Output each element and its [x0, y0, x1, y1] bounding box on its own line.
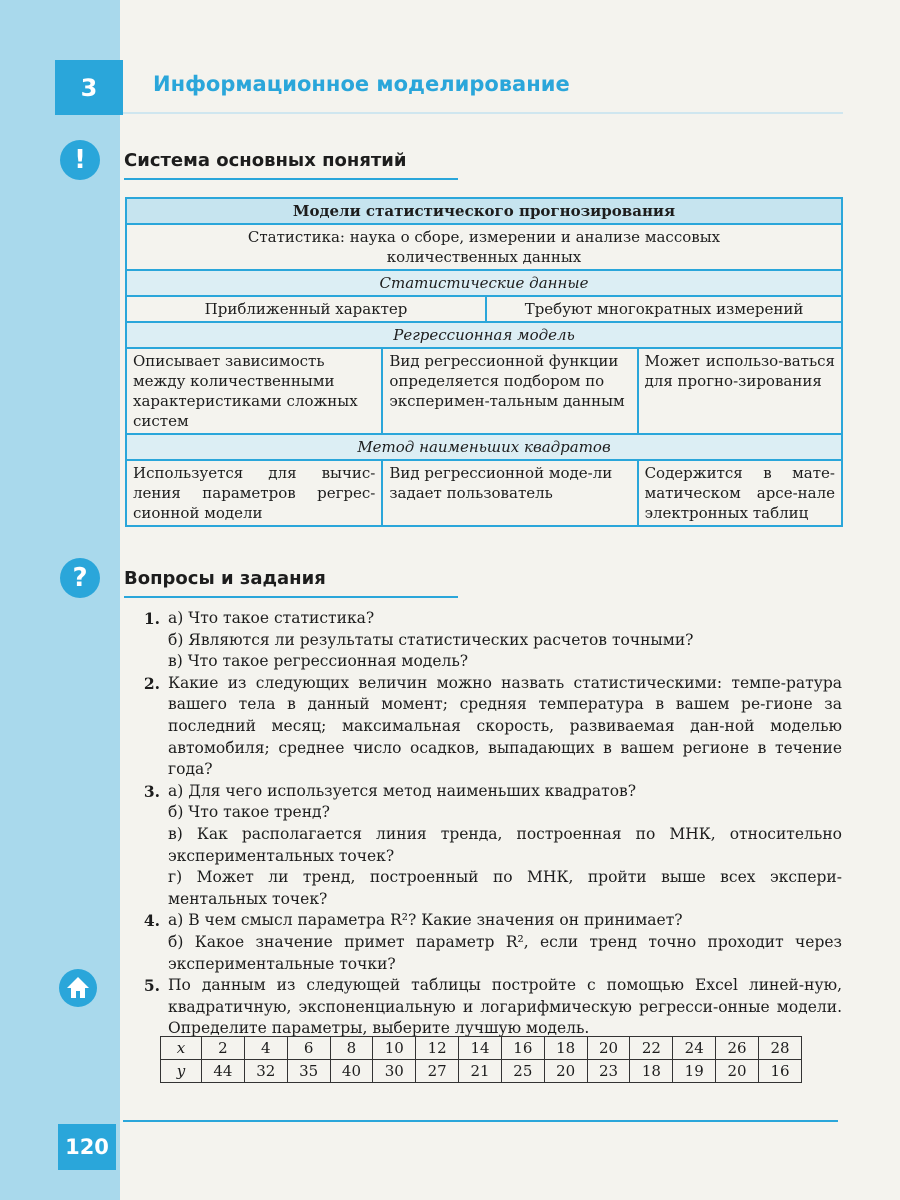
y-value-cell: 40: [330, 1060, 373, 1083]
y-label: y: [161, 1060, 202, 1083]
x-value-cell: 28: [758, 1037, 801, 1060]
section-underline: [124, 178, 458, 180]
stat-data-cell: Приближенный характер: [126, 296, 486, 322]
exclamation-icon: !: [60, 140, 100, 180]
page-number: 120: [58, 1124, 116, 1170]
question-number: 5.: [143, 976, 160, 996]
question-item: [130, 608, 842, 673]
least-squares-cell: Вид регрессионной моде-ли задает пользователь: [382, 460, 637, 526]
question-line: а) Что такое статистика?: [168, 609, 375, 627]
least-squares-cell: Используется для вычис-ления параметров регрес-сионной модели: [126, 460, 382, 526]
section-underline: [124, 596, 458, 598]
x-value-cell: 18: [544, 1037, 587, 1060]
question-line: а) В чем смысл параметра R²? Какие значения он принимает?: [168, 911, 683, 930]
question-line: а) Для чего используется метод наименьших квадратов?: [168, 781, 637, 800]
concepts-header: Модели статистического прогнозирования: [126, 198, 842, 224]
question-line: По данным из следующей таблицы постройте с помощью Excel линей-ную, квадратичную, экспоненциальную и логарифмическую регресси-онные модели. Определите параметры, выберите лучшую модель.: [168, 976, 842, 1038]
y-value-cell: 30: [373, 1060, 416, 1083]
least-squares-title: Метод наименьших квадратов: [126, 434, 842, 460]
question-icon: ?: [60, 558, 100, 598]
question-item: [130, 673, 842, 781]
question-number: 1.: [143, 609, 160, 628]
header-divider: [123, 112, 843, 114]
data-table: [160, 1036, 802, 1083]
y-value-cell: 25: [501, 1060, 544, 1083]
x-value-cell: 20: [587, 1037, 630, 1060]
y-row: [161, 1060, 802, 1083]
x-value-cell: 14: [459, 1037, 502, 1060]
x-value-cell: 6: [287, 1037, 330, 1060]
x-value-cell: 22: [630, 1037, 673, 1060]
statistics-definition: Статистика: наука о сборе, измерении и анализе массовых количественных данных: [126, 224, 842, 270]
chapter-title: Информационное моделирование: [153, 72, 570, 96]
y-value-cell: 21: [459, 1060, 502, 1083]
left-margin-band: [0, 0, 120, 1200]
home-icon: [58, 968, 98, 1008]
x-value-cell: 2: [202, 1037, 245, 1060]
question-line: в) Как располагается линия тренда, построенная по МНК, относительно экспериментальных точек?: [168, 824, 842, 865]
y-value-cell: 18: [630, 1060, 673, 1083]
y-value-cell: 20: [716, 1060, 759, 1083]
question-line: г) Может ли тренд, построенный по МНК, пройти выше всех экспери-ментальных точек?: [168, 868, 842, 908]
y-value-cell: 35: [287, 1060, 330, 1083]
section-title-concepts: Система основных понятий: [124, 150, 407, 171]
question-number: 3.: [143, 781, 160, 801]
y-value-cell: 20: [544, 1060, 587, 1083]
x-value-cell: 10: [373, 1037, 416, 1060]
x-value-cell: 4: [244, 1037, 287, 1060]
question-line: б) Какое значение примет параметр R², если тренд точно проходит через экспериментальные точки?: [168, 932, 842, 973]
y-value-cell: 44: [202, 1060, 245, 1083]
y-value-cell: 16: [758, 1060, 801, 1083]
x-value-cell: 16: [501, 1037, 544, 1060]
regression-cell: Может использо-ваться для прогно-зирования: [638, 348, 842, 434]
regression-title: Регрессионная модель: [126, 322, 842, 348]
question-item: [130, 975, 842, 1040]
y-value-cell: 23: [587, 1060, 630, 1083]
question-line: в) Что такое регрессионная модель?: [168, 652, 469, 671]
x-value-cell: 8: [330, 1037, 373, 1060]
question-line: б) Что такое тренд?: [168, 803, 330, 822]
y-value-cell: 19: [673, 1060, 716, 1083]
question-number: 2.: [143, 673, 160, 693]
y-value-cell: 32: [244, 1060, 287, 1083]
question-line: б) Являются ли результаты статистических расчетов точными?: [168, 630, 694, 649]
chapter-number: 3: [55, 60, 123, 115]
concepts-table: [125, 197, 843, 527]
question-item: [130, 910, 842, 975]
y-value-cell: 27: [416, 1060, 459, 1083]
question-number: 4.: [143, 911, 160, 931]
stat-data-cell: Требуют многократных измерений: [486, 296, 842, 322]
x-row: [161, 1037, 802, 1060]
x-value-cell: 24: [673, 1037, 716, 1060]
least-squares-cell: Содержится в мате-матическом арсе-нале электронных таблиц: [638, 460, 842, 526]
x-label: x: [161, 1037, 202, 1060]
regression-cell: Вид регрессионной функции определяется подбором по эксперимен-тальным данным: [382, 348, 637, 434]
x-value-cell: 26: [716, 1037, 759, 1060]
stat-data-title: Статистические данные: [126, 270, 842, 296]
question-item: [130, 781, 842, 911]
questions-list: [130, 608, 842, 1040]
question-line: Какие из следующих величин можно назвать статистическими: темпе-ратура вашего тела в данный момент; средняя температура в вашем ре-гионе за последний месяц; максимальная скорость, развиваемая дан-ной моделью автомобиля; среднее число осадков, выпадающих в вашем регионе в течение года?: [168, 673, 842, 779]
regression-cell: Описывает зависимость между количественными характеристиками сложных систем: [126, 348, 382, 434]
x-value-cell: 12: [416, 1037, 459, 1060]
footer-divider: [123, 1120, 838, 1122]
section-title-questions: Вопросы и задания: [124, 568, 326, 589]
